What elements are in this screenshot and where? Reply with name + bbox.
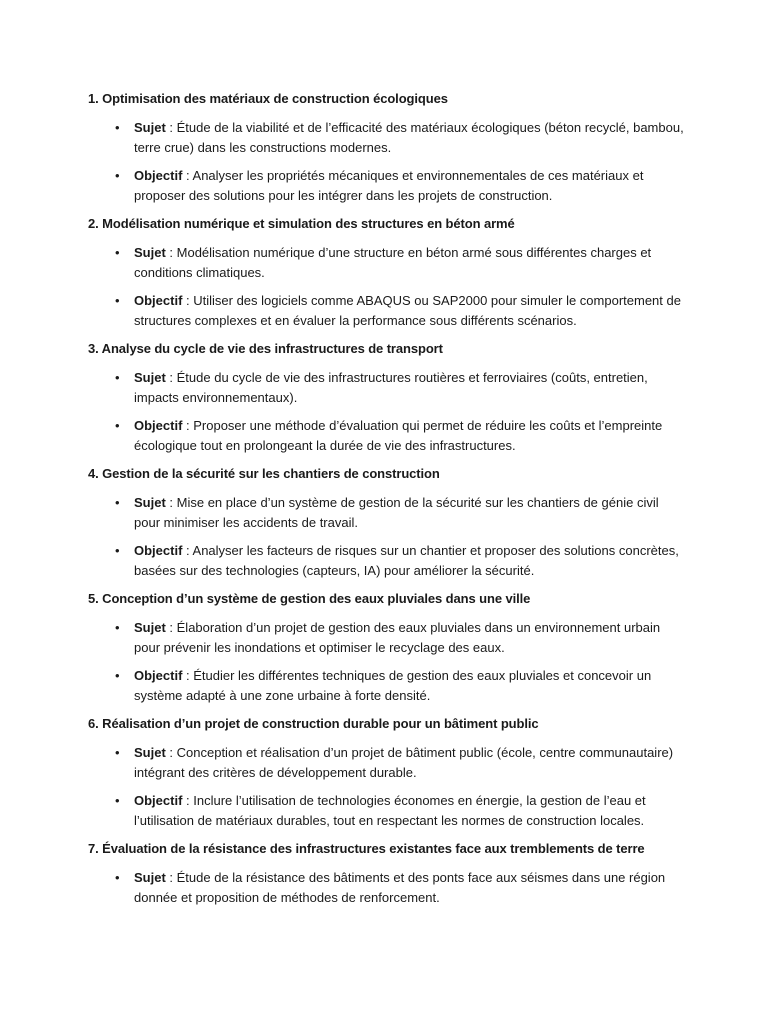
- item-text: : Élaboration d’un projet de gestion des eaux pluviales dans un environnement urbain pour prévenir les inondations et optimiser le recyclage des eaux.: [134, 620, 661, 655]
- section-5: [88, 589, 688, 705]
- item-list: [88, 243, 688, 330]
- item-label: Sujet: [134, 120, 166, 135]
- bullet-icon: •: [115, 418, 120, 433]
- item-text: : Analyser les facteurs de risques sur un chantier et proposer des solutions concrètes, basées sur des technologies (capteurs, IA) pour améliorer la sécurité.: [134, 543, 679, 578]
- section-title: 7. Évaluation de la résistance des infrastructures existantes face aux tremblements de terre: [88, 841, 645, 856]
- bullet-icon: •: [115, 120, 120, 135]
- item-text: : Utiliser des logiciels comme ABAQUS ou SAP2000 pour simuler le comportement de structures complexes et en évaluer la performance sous différents scénarios.: [134, 293, 681, 328]
- list-item-objectif: [88, 416, 688, 455]
- list-item-sujet: [88, 118, 688, 157]
- item-text: : Étude de la résistance des bâtiments et des ponts face aux séismes dans une région donnée et proposition de méthodes de renforcement.: [134, 870, 666, 905]
- list-item-sujet: [88, 368, 688, 407]
- item-text: : Étude du cycle de vie des infrastructures routières et ferroviaires (coûts, entretien, impacts environnementaux).: [134, 370, 648, 405]
- section-title: 5. Conception d’un système de gestion des eaux pluviales dans une ville: [88, 591, 531, 606]
- item-label: Objectif: [134, 293, 183, 308]
- bullet-icon: •: [115, 168, 120, 183]
- item-label: Sujet: [134, 870, 166, 885]
- document-page: [88, 89, 688, 916]
- item-list: [88, 868, 688, 907]
- bullet-icon: •: [115, 793, 120, 808]
- item-text: : Modélisation numérique d’une structure en béton armé sous différentes charges et conditions climatiques.: [134, 245, 652, 280]
- section-title: 2. Modélisation numérique et simulation des structures en béton armé: [88, 216, 515, 231]
- item-label: Objectif: [134, 418, 183, 433]
- section-title: 3. Analyse du cycle de vie des infrastructures de transport: [88, 341, 443, 356]
- item-text: : Proposer une méthode d’évaluation qui permet de réduire les coûts et l’empreinte écologique tout en prolongeant la durée de vie des infrastructures.: [134, 418, 663, 453]
- section-1: [88, 89, 688, 205]
- section-title: 6. Réalisation d’un projet de construction durable pour un bâtiment public: [88, 716, 539, 731]
- item-text: : Inclure l’utilisation de technologies économes en énergie, la gestion de l’eau et l’utilisation de matériaux durables, tout en respectant les normes de construction locales.: [134, 793, 646, 828]
- item-list: [88, 618, 688, 705]
- list-item-sujet: [88, 743, 688, 782]
- section-6: [88, 714, 688, 830]
- item-label: Objectif: [134, 168, 183, 183]
- item-text: : Conception et réalisation d’un projet de bâtiment public (école, centre communautaire) intégrant des critères de développement durable.: [134, 745, 674, 780]
- item-text: : Étudier les différentes techniques de gestion des eaux pluviales et concevoir un système adapté à une zone urbaine à forte densité.: [134, 668, 652, 703]
- section-7: [88, 839, 688, 907]
- bullet-icon: •: [115, 668, 120, 683]
- list-item-sujet: [88, 493, 688, 532]
- list-item-objectif: [88, 166, 688, 205]
- item-label: Objectif: [134, 543, 183, 558]
- item-list: [88, 743, 688, 830]
- item-list: [88, 493, 688, 580]
- bullet-icon: •: [115, 495, 120, 510]
- section-2: [88, 214, 688, 330]
- bullet-icon: •: [115, 620, 120, 635]
- list-item-sujet: [88, 868, 688, 907]
- item-label: Objectif: [134, 793, 183, 808]
- item-list: [88, 118, 688, 205]
- item-text: : Mise en place d’un système de gestion de la sécurité sur les chantiers de génie civil pour minimiser les accidents de travail.: [134, 495, 659, 530]
- item-label: Sujet: [134, 620, 166, 635]
- list-item-objectif: [88, 291, 688, 330]
- item-label: Sujet: [134, 495, 166, 510]
- bullet-icon: •: [115, 245, 120, 260]
- list-item-sujet: [88, 618, 688, 657]
- section-title: 4. Gestion de la sécurité sur les chantiers de construction: [88, 466, 440, 481]
- item-text: : Étude de la viabilité et de l’efficacité des matériaux écologiques (béton recyclé, bambou, terre crue) dans les constructions modernes.: [134, 120, 684, 155]
- section-title: 1. Optimisation des matériaux de construction écologiques: [88, 91, 448, 106]
- bullet-icon: •: [115, 870, 120, 885]
- section-3: [88, 339, 688, 455]
- item-label: Sujet: [134, 370, 166, 385]
- item-list: [88, 368, 688, 455]
- list-item-objectif: [88, 541, 688, 580]
- bullet-icon: •: [115, 745, 120, 760]
- bullet-icon: •: [115, 293, 120, 308]
- item-text: : Analyser les propriétés mécaniques et environnementales de ces matériaux et proposer des solutions pour les intégrer dans les projets de construction.: [134, 168, 644, 203]
- item-label: Objectif: [134, 668, 183, 683]
- item-label: Sujet: [134, 745, 166, 760]
- list-item-objectif: [88, 791, 688, 830]
- item-label: Sujet: [134, 245, 166, 260]
- list-item-objectif: [88, 666, 688, 705]
- section-4: [88, 464, 688, 580]
- list-item-sujet: [88, 243, 688, 282]
- bullet-icon: •: [115, 370, 120, 385]
- bullet-icon: •: [115, 543, 120, 558]
